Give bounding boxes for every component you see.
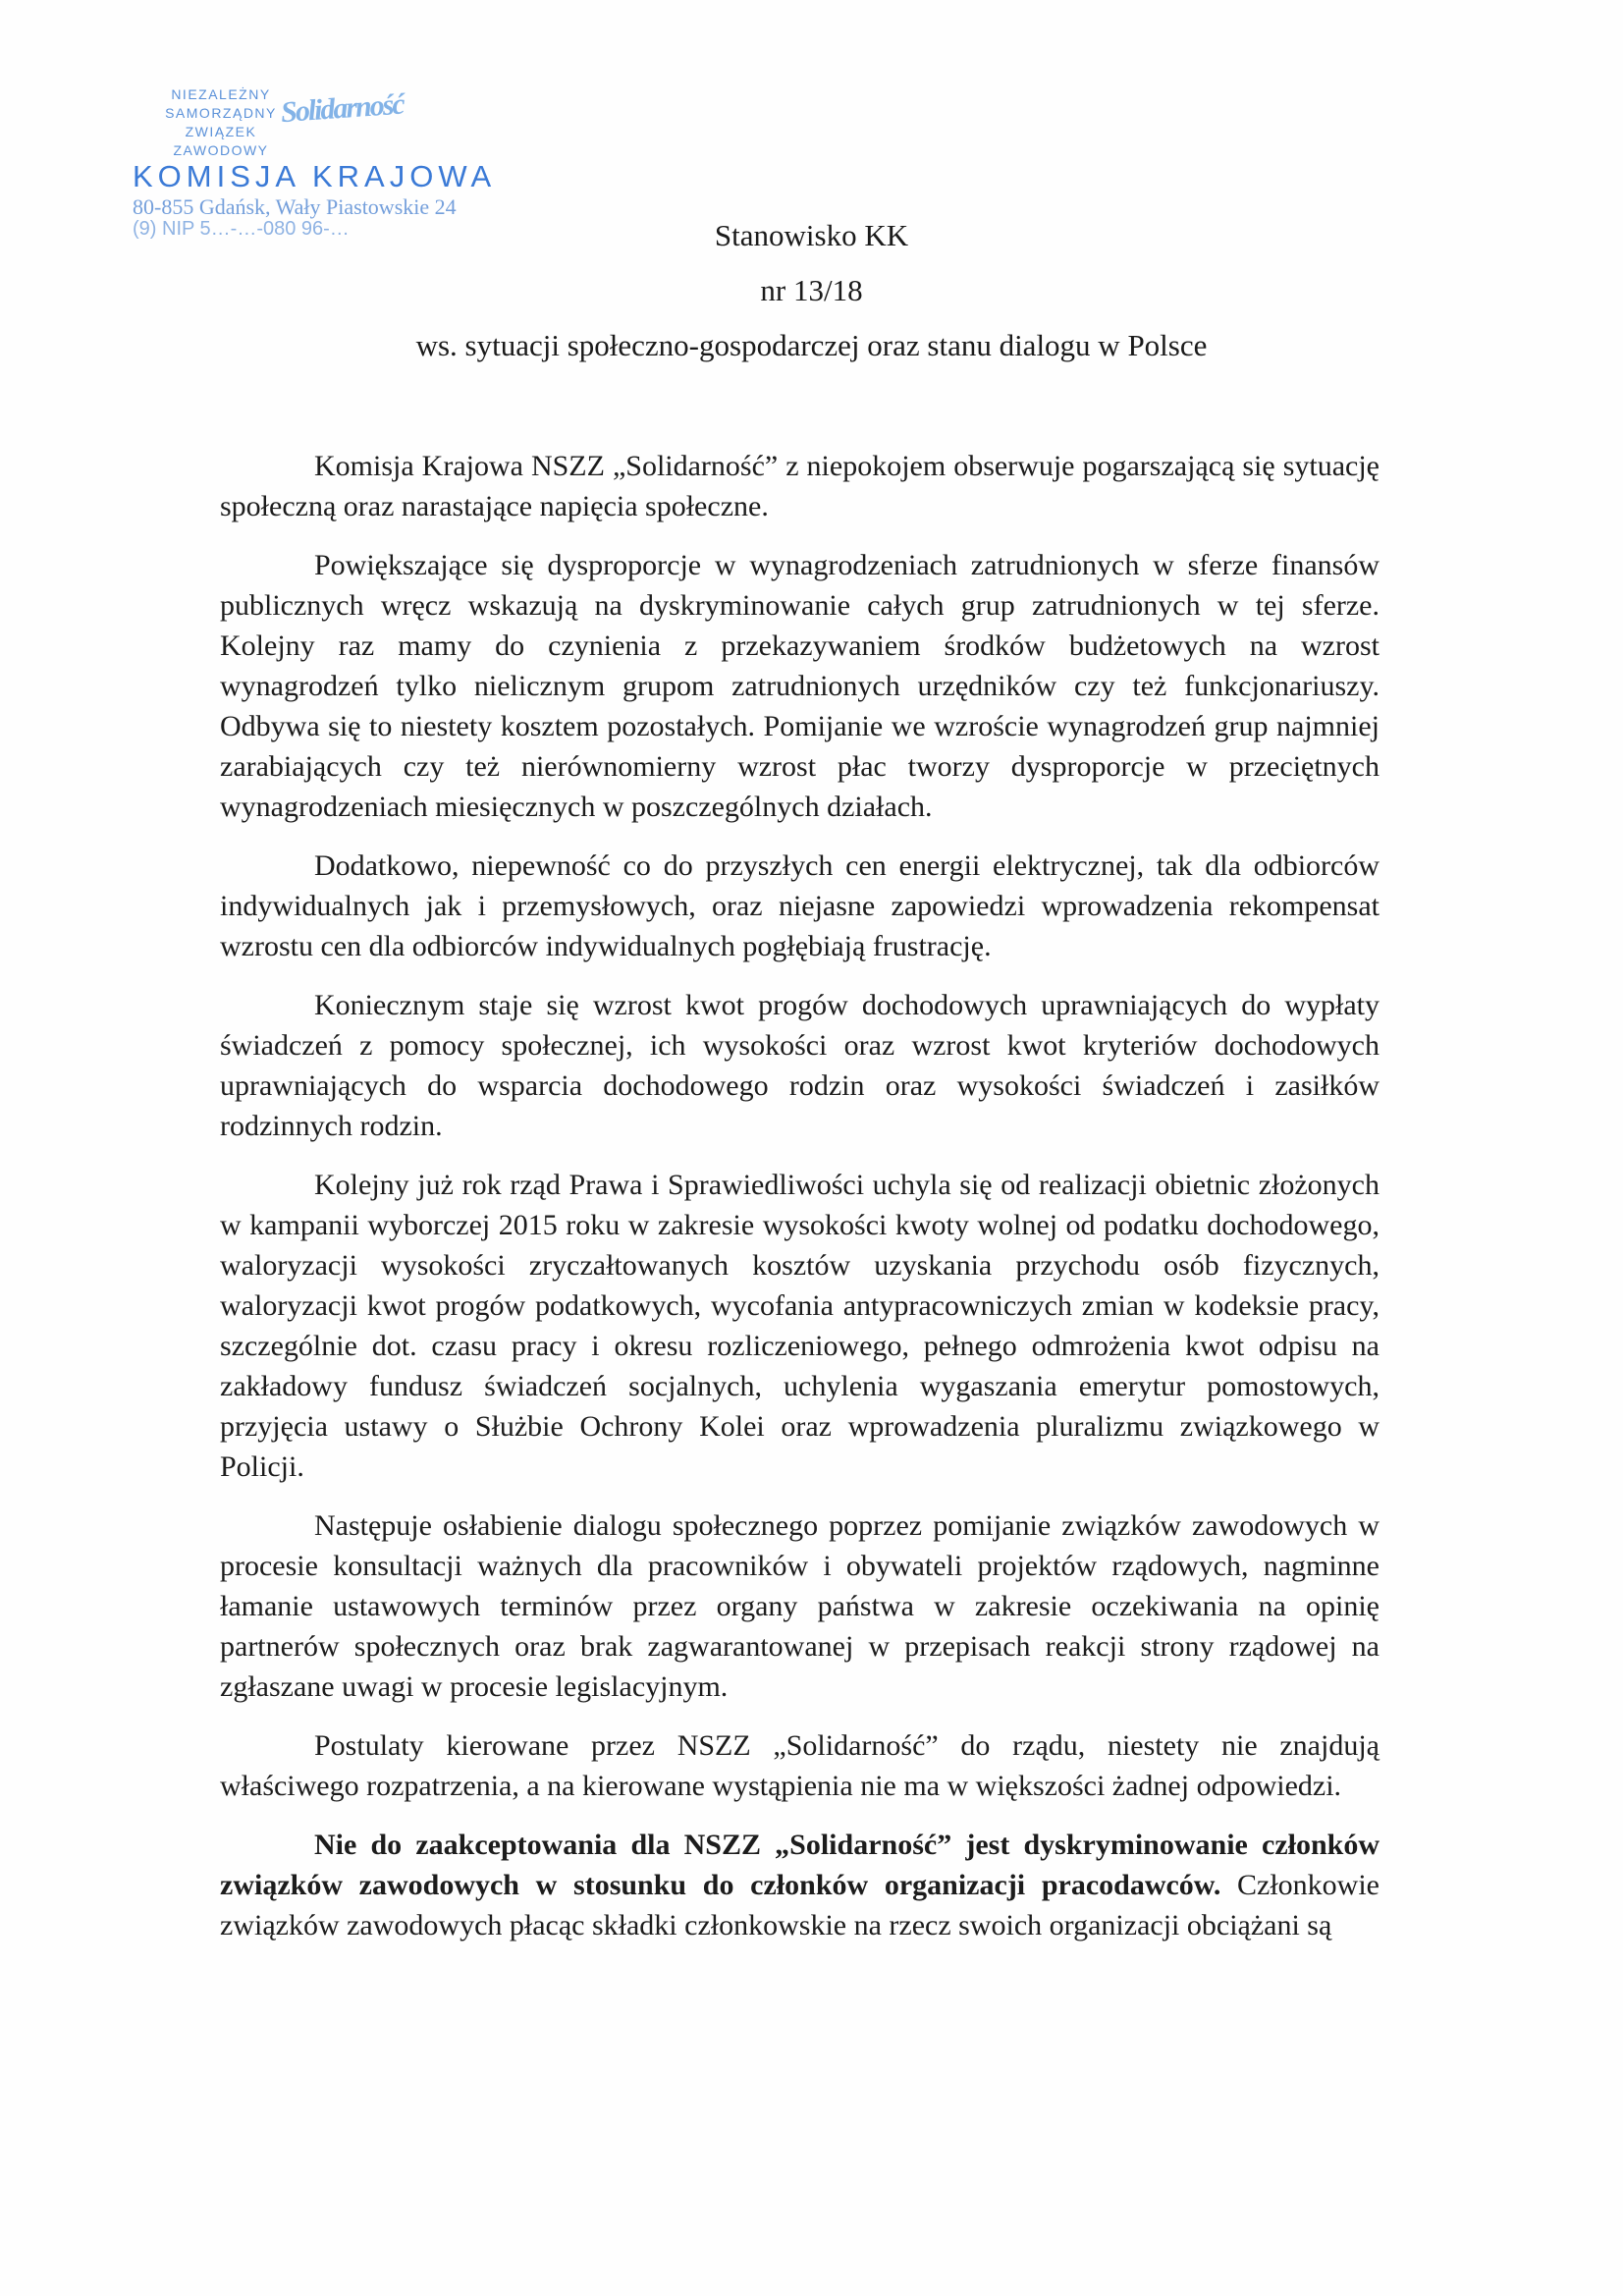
paragraph: Następuje osłabienie dialogu społecznego poprzez pomijanie związków zawodowych w procesie konsultacji ważnych dla pracowników i obywateli projektów rządowych, nagminne łamanie ustawowych terminów przez organy państwa w zakresie oczekiwania na opinię partnerów społecznych oraz brak zagwarantowanej w przepisach reakcji strony rządowej na zgłaszane uwagi w procesie legislacyjnym. <box>220 1509 1380 1703</box>
document-body <box>220 446 1380 1964</box>
paragraph: Dodatkowo, niepewność co do przyszłych cen energii elektrycznej, tak dla odbiorców indywidualnych jak i przemysłowych, oraz niejasne zapowiedzi wprowadzenia rekompensat wzrostu cen dla odbiorców indywidualnych pogłębiają frustrację. <box>220 849 1380 962</box>
paragraph-continuation: Członkowie związków zawodowych płacąc składki członkowskie na rzecz swoich organizacji obciążani są <box>220 1869 1380 1941</box>
stamp-address: 80-855 Gdańsk, Wały Piastowskie 24 <box>133 194 457 219</box>
paragraph: Powiększające się dysproporcje w wynagrodzeniach zatrudnionych w sferze finansów publicznych wręcz wskazują na dyskryminowanie całych grup zatrudnionych w tej sferze. Kolejny raz mamy do czynienia z przekazywaniem środków budżetowych na wzrost wynagrodzeń tylko nielicznym grupom zatrudnionych urzędników czy też funkcjonariuszy. Odbywa się to niestety kosztem pozostałych. Pomijanie we wzroście wynagrodzeń grup najmniej zarabiających czy też nierównomierny wzrost płac tworzy dysproporcje w przeciętnych wynagrodzeniach miesięcznych w poszczególnych działach. <box>220 549 1380 823</box>
paragraph: Kolejny już rok rząd Prawa i Sprawiedliwości uchyla się od realizacji obietnic złożonych w kampanii wyborczej 2015 roku w zakresie wysokości kwoty wolnej od podatku dochodowego, waloryzacji wysokości zryczałtowanych kosztów uzyskania przychodu osób fizycznych, waloryzacji kwot progów podatkowych, wycofania antypracowniczych zmian w kodeksie pracy, szczególnie dot. czasu pracy i okresu rozliczeniowego, pełnego odmrożenia kwot odpisu na zakładowy fundusz świadczeń socjalnych, uchylenia wygaszania emerytur pomostowych, przyjęcia ustawy o Służbie Ochrony Kolei oraz wprowadzenia pluralizmu związkowego w Policji. <box>220 1169 1380 1483</box>
stamp-line-3: ZWIĄZEK <box>185 124 257 139</box>
paragraph: Komisja Krajowa NSZZ „Solidarność” z niepokojem obserwuje pogarszającą się sytuację społeczną oraz narastające napięcia społeczne. <box>220 450 1380 522</box>
stamp-nip: (9) NIP 5…-…-080 96-… <box>133 218 350 240</box>
stamp-line-4: ZAWODOWY <box>173 142 269 158</box>
bold-statement: Nie do zaakceptowania dla NSZZ „Solidarność” jest dyskryminowanie członków związków zawodowych w stosunku do członków organizacji pracodawców. <box>220 1829 1380 1901</box>
document-title: Stanowisko KK <box>714 218 909 252</box>
document-subject: ws. sytuacji społeczno-gospodarczej oraz stanu dialogu w Polsce <box>415 328 1208 362</box>
stamp-line-1: NIEZALEŻNY <box>171 86 271 102</box>
paragraph: Postulaty kierowane przez NSZZ „Solidarność” do rządu, niestety nie znajdują właściwego rozpatrzenia, a na kierowane wystąpienia nie ma w większości żadnej odpowiedzi. <box>220 1729 1380 1802</box>
paragraph-final <box>220 1825 1380 1945</box>
stamp-organization: KOMISJA KRAJOWA <box>133 159 497 193</box>
solidarnosc-logo-icon: Solidarność <box>279 87 405 130</box>
paragraph: Koniecznym staje się wzrost kwot progów dochodowych uprawniających do wypłaty świadczeń z pomocy społecznej, ich wysokości oraz wzrost kwot kryteriów dochodowych uprawniających do wsparcia dochodowego rodzin oraz wysokości świadczeń i zasiłków rodzinnych rodzin. <box>220 989 1380 1142</box>
stamp-line-2: SAMORZĄDNY <box>165 105 277 121</box>
document-number: nr 13/18 <box>760 273 863 307</box>
